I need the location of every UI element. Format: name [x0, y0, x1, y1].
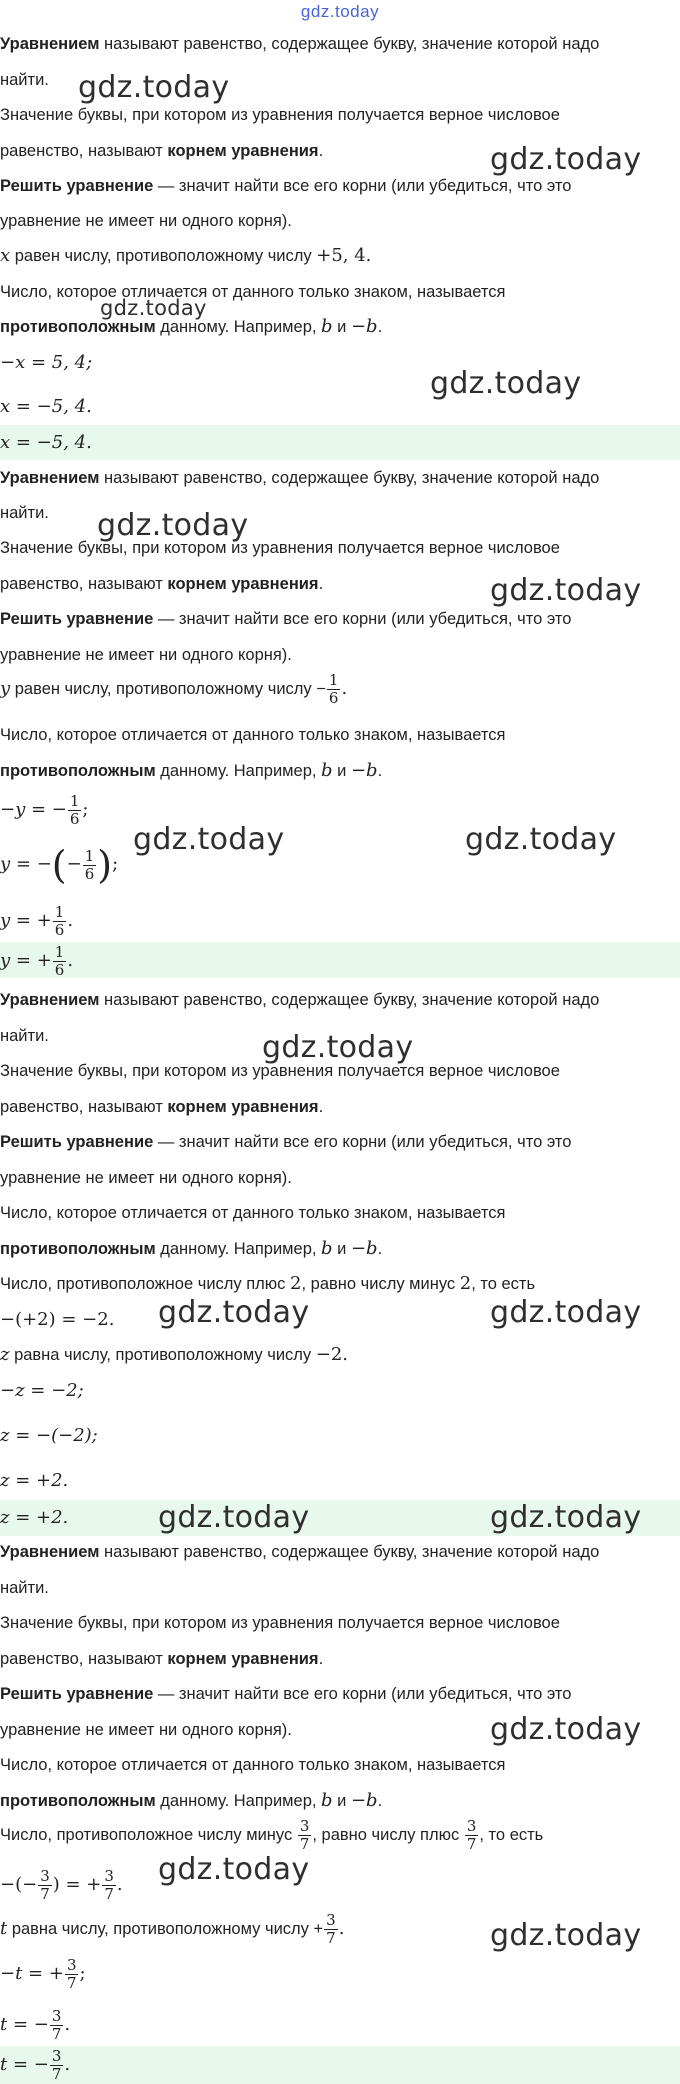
equation-step: −y = − $\frac{1}{6}$ ;	[0, 792, 89, 828]
watermark: gdz.today	[133, 822, 285, 857]
definition-root: Значение буквы, при котором из уравнения получается верное числовое	[0, 1062, 560, 1080]
definition-solve-cont: уравнение не имеет ни одного корня).	[0, 1721, 292, 1739]
lemma-equation: −(− $\frac{3}{7}$ ) = + $\frac{3}{7}$ .	[0, 1867, 123, 1903]
fraction: $\frac{3}{7}$	[466, 1817, 477, 1853]
lemma-line: Число, противоположное числу минус $\frac{3}{7}$ , равно числу плюс $\frac{3}{7}$ , то есть	[0, 1817, 544, 1853]
fraction: $\frac{3}{7}$	[299, 1817, 310, 1853]
definition-opposite: Число, которое отличается от данного только знаком, называется	[0, 283, 506, 301]
equation-step: x = −5, 4.	[0, 396, 92, 417]
solution-intro: z равна числу, противоположному числу −2.	[0, 1344, 349, 1365]
definition-root-cont: равенство, называют корнем уравнения.	[0, 142, 324, 160]
equation-step: −z = −2;	[0, 1380, 84, 1401]
fraction: $\frac{3}{7}$	[104, 1867, 114, 1903]
definition-opposite: Число, которое отличается от данного только знаком, называется	[0, 1756, 506, 1774]
answer-line: x = −5, 4.	[0, 432, 92, 453]
lemma-line: Число, противоположное числу плюс 2, равно числу минус 2, то есть	[0, 1273, 536, 1294]
definition-opposite-cont: противоположным данному. Например, b и −b.	[0, 760, 383, 781]
watermark: gdz.today	[490, 1918, 642, 1953]
equation-step: −x = 5, 4;	[0, 352, 93, 373]
solution-intro: x равен числу, противоположному числу +5, 4.	[0, 245, 372, 266]
definition-solve-cont: уравнение не имеет ни одного корня).	[0, 646, 292, 664]
equation-step: z = −(−2);	[0, 1425, 98, 1446]
fraction: $\frac{1}{6}$	[84, 846, 95, 883]
fraction: $\frac{1}{6}$	[328, 671, 339, 707]
equation-step: t = − $\frac{3}{7}$ .	[0, 2007, 71, 2043]
fraction: $\frac{3}{7}$	[40, 1867, 50, 1903]
equation-step: z = +2.	[0, 1470, 69, 1491]
site-header[interactable]: gdz.today	[300, 2, 380, 21]
definition-opposite-cont: противоположным данному. Например, b и −b.	[0, 1238, 383, 1259]
answer-line: y = + $\frac{1}{6}$ .	[0, 943, 74, 979]
watermark: gdz.today	[490, 1500, 642, 1535]
watermark: gdz.today	[97, 508, 249, 543]
definition-solve-cont: уравнение не имеет ни одного корня).	[0, 1169, 292, 1187]
definition-root: Значение буквы, при котором из уравнения получается верное числовое	[0, 1614, 560, 1632]
definition-solve: Решить уравнение — значит найти все его корни (или убедиться, что это	[0, 177, 572, 195]
fraction: $\frac{1}{6}$	[54, 903, 65, 939]
watermark: gdz.today	[158, 1500, 310, 1535]
watermark: gdz.today	[490, 1295, 642, 1330]
definition-solve: Решить уравнение — значит найти все его корни (или убедиться, что это	[0, 1133, 572, 1151]
definition-solve: Решить уравнение — значит найти все его корни (или убедиться, что это	[0, 610, 572, 628]
solution-intro: y равен числу, противоположному числу − $\frac{1}{6}$ .	[0, 671, 348, 707]
definition-equation-cont: найти.	[0, 1027, 49, 1045]
definition-root: Значение буквы, при котором из уравнения получается верное числовое	[0, 539, 560, 557]
definition-opposite: Число, которое отличается от данного только знаком, называется	[0, 726, 506, 744]
definition-equation: Уравнением называют равенство, содержащее букву, значение которой надо	[0, 35, 600, 53]
definition-solve: Решить уравнение — значит найти все его корни (или убедиться, что это	[0, 1685, 572, 1703]
definition-equation: Уравнением называют равенство, содержащее букву, значение которой надо	[0, 1543, 600, 1561]
watermark: gdz.today	[490, 142, 642, 177]
definition-root-cont: равенство, называют корнем уравнения.	[0, 1098, 324, 1116]
watermark: gdz.today	[158, 1295, 310, 1330]
definition-opposite: Число, которое отличается от данного только знаком, называется	[0, 1204, 506, 1222]
fraction: $\frac{3}{7}$	[51, 2007, 62, 2043]
definition-root: Значение буквы, при котором из уравнения получается верное числовое	[0, 106, 560, 124]
lemma-equation: −(+2) = −2.	[0, 1309, 115, 1330]
watermark: gdz.today	[430, 366, 582, 401]
equation-step: y = −(− $\frac{1}{6}$ );	[0, 843, 119, 887]
definition-root-cont: равенство, называют корнем уравнения.	[0, 1650, 324, 1668]
equation-step: −t = + $\frac{3}{7}$ ;	[0, 1956, 86, 1992]
fraction: $\frac{3}{7}$	[66, 1956, 77, 1992]
definition-equation-cont: найти.	[0, 71, 49, 89]
definition-equation: Уравнением называют равенство, содержащее букву, значение которой надо	[0, 991, 600, 1009]
definition-opposite-cont: противоположным данному. Например, b и −b.	[0, 1790, 383, 1811]
definition-equation-cont: найти.	[0, 504, 49, 522]
definition-solve-cont: уравнение не имеет ни одного корня).	[0, 212, 292, 230]
definition-opposite-cont: противоположным данному. Например, b и −b.	[0, 316, 383, 337]
definition-root-cont: равенство, называют корнем уравнения.	[0, 575, 324, 593]
watermark: gdz.today	[158, 1852, 310, 1887]
solution-intro: t равна числу, противоположному числу + $\frac{3}{7}$ .	[0, 1911, 345, 1947]
definition-equation-cont: найти.	[0, 1579, 49, 1597]
fraction: $\frac{3}{7}$	[51, 2047, 62, 2083]
fraction: $\frac{1}{6}$	[69, 792, 80, 828]
equation-step: y = + $\frac{1}{6}$ .	[0, 903, 74, 939]
watermark: gdz.today	[465, 822, 617, 857]
answer-line: z = +2.	[0, 1507, 69, 1528]
fraction: $\frac{3}{7}$	[326, 1911, 336, 1947]
watermark: gdz.today	[490, 573, 642, 608]
definition-equation: Уравнением называют равенство, содержащее букву, значение которой надо	[0, 469, 600, 487]
answer-line: t = − $\frac{3}{7}$ .	[0, 2047, 71, 2083]
watermark: gdz.today	[262, 1030, 414, 1065]
watermark: gdz.today	[490, 1712, 642, 1747]
watermark: gdz.today	[78, 70, 230, 105]
fraction: $\frac{1}{6}$	[54, 943, 65, 979]
watermark: gdz.today	[100, 296, 207, 320]
